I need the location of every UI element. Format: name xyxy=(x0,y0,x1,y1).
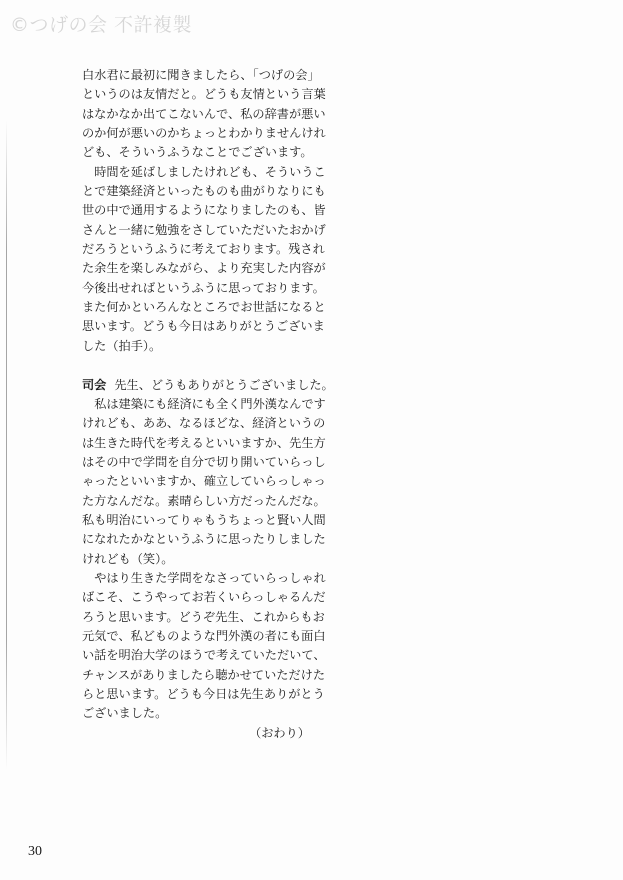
text-line: らと思います。どうも今日は先生ありがとう xyxy=(82,687,325,701)
text-line: というのは友情だと。どうも友情という言葉 xyxy=(82,87,326,102)
text-line: ゃったといいますか、確立していらっしゃっ xyxy=(82,474,326,489)
closing-mark: （おわり） xyxy=(249,725,310,740)
copyright-watermark: ©つげの会 不許複製 xyxy=(10,14,193,36)
text-line: た方なんだな。素晴らしい方だったんだな。 xyxy=(82,493,326,508)
text-line: ろうと思います。どうぞ先生、これからもお xyxy=(82,609,325,624)
text-line: 白水君に最初に聞きましたら、「つげの会」 xyxy=(82,68,320,82)
text-line: 今後出せればというふうに思っております。 xyxy=(82,280,325,295)
text-line: ございました。 xyxy=(82,706,168,721)
moderator-remark xyxy=(82,376,342,395)
paragraph-4 xyxy=(82,569,342,724)
text-line: い話を明治大学のほうで考えていただいて、 xyxy=(82,648,326,663)
text-line: ども、そういうふうなことでございます。 xyxy=(82,145,313,160)
text-line: のか何が悪いのかちょっとわかりませんけれ xyxy=(82,126,326,141)
text-line: けれども、ああ、なるほどな、経済というの xyxy=(82,416,326,431)
text-line: た余生を楽しみながら、より充実した内容が xyxy=(82,261,326,276)
text-line: ばこそ、こうやってお若くいらっしゃるんだ xyxy=(82,590,326,605)
paragraph-1 xyxy=(82,66,342,163)
text-line: チャンスがありましたら聴かせていただけた xyxy=(82,667,326,682)
text-line: 私も明治にいってりゃもうちょっと賢い人間 xyxy=(82,512,326,527)
text-line: けれども（笑）。 xyxy=(82,551,174,566)
paragraph-3 xyxy=(82,395,342,569)
text-line: はその中で学問を自分で切り開いていらっし xyxy=(82,454,326,469)
text-line: とで建築経済といったものも曲がりなりにも xyxy=(82,184,326,199)
text-line xyxy=(82,376,342,395)
text-line: さんと一緒に勉強をさしていただいたおかげ xyxy=(82,222,326,237)
text-line: 時間を延ばしましたけれども、そういうこ xyxy=(94,164,326,179)
text-line: になれたかなというふうに思ったりしました xyxy=(82,532,326,547)
text-line: また何かといろんなところでお世話になると xyxy=(82,300,326,315)
text-line: 元気で、私どものような門外漢の者にも面白 xyxy=(82,628,326,643)
text-line: だろうというふうに考えております。残され xyxy=(82,242,325,257)
text-line: は生きた時代を考えるといいますか、先生方 xyxy=(82,435,326,450)
speaker-first-line: 先生、どうもありがとうございました。 xyxy=(114,377,334,392)
text-line: 世の中で通用するようになりましたのも、皆 xyxy=(82,203,326,218)
page-number: 30 xyxy=(28,844,42,859)
binding-edge-shadow xyxy=(6,120,7,770)
text-line: はなかなか出てこないんで、私の辞書が悪い xyxy=(82,106,326,121)
body-text xyxy=(82,66,342,743)
text-line: やはり生きた学問をなさっていらっしゃれ xyxy=(94,570,326,585)
paragraph-2 xyxy=(82,163,342,356)
section-gap xyxy=(82,356,342,375)
text-line: した（拍手）。 xyxy=(82,338,162,353)
text-line: 私は建築にも経済にも全く門外漢なんです xyxy=(94,396,326,411)
text-line: 思います。どうも今日はありがとうございま xyxy=(82,319,325,334)
speaker-label: 司会 xyxy=(82,377,107,392)
